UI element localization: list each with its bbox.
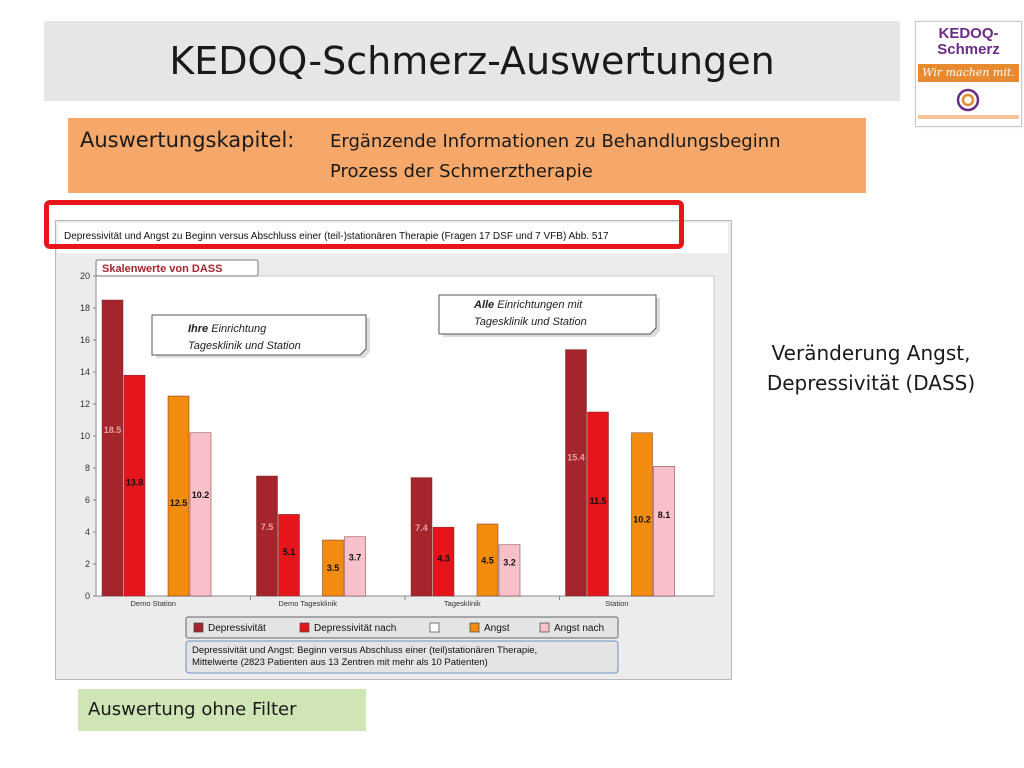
bar [190,433,211,596]
bar [499,545,520,596]
y-tick-label: 20 [79,271,90,281]
chapter-box [68,118,866,193]
legend-swatch [430,623,439,632]
y-tick-label: 8 [84,463,90,473]
chapter-label: Auswertungskapitel: [80,128,295,152]
data-label: 7.4 [415,522,428,533]
side-caption-line2: Depressivität (DASS) [766,371,976,395]
x-tick-label: Demo Tagesklinik [278,599,338,608]
filter-box [78,689,366,731]
bar [257,476,278,596]
x-axis-labels [131,596,629,608]
legend-label: Depressivität [208,623,266,634]
annotation-own-line2: Tagesklinik und Station [188,340,301,352]
data-label: 7.5 [260,522,274,532]
data-label: 3.5 [326,562,340,573]
data-label: 3.2 [503,557,516,568]
y-tick-label: 0 [84,591,90,601]
data-label: 12.5 [169,498,188,508]
legend-label: Depressivität nach [314,623,397,634]
x-tick-label: Demo Station [130,599,176,608]
chapter-line2: Prozess der Schmerztherapie [330,161,593,182]
logo-emblem-icon [956,88,980,112]
y-tick-label: 14 [79,367,90,377]
legend-swatch [540,623,549,632]
x-tick-label: Station [605,599,629,608]
legend-label: Angst [484,623,510,634]
x-tick-label: Tagesklinik [443,599,481,608]
bar [102,300,123,596]
y-tick-label: 4 [84,527,90,537]
footnote-line2: Mittelwerte (2823 Patienten aus 13 Zentren mit mehr als 10 Patienten) [192,657,488,668]
logo-line2: Schmerz [937,41,1000,58]
side-caption-line1: Veränderung Angst, [771,341,971,365]
filter-label: Auswertung ohne Filter [88,699,297,720]
bar [411,478,432,596]
logo-sub-band [918,115,1019,119]
y-tick-label: 6 [84,495,90,505]
y-tick-label: 16 [79,335,90,345]
y-tick-label: 12 [79,399,90,409]
legend-swatch [470,623,479,632]
data-label: 10.2 [633,514,651,525]
data-label: 11.5 [589,496,607,506]
chapter-line1: Ergänzende Informationen zu Behandlungsbeginn [330,131,781,152]
data-label: 13.8 [125,477,144,488]
data-label: 4.3 [437,553,450,564]
data-label: 4.5 [481,555,494,566]
footnote-line1: Depressivität und Angst: Beginn versus Abschluss einer (teil)stationären Therapie, [192,645,538,656]
kedoq-logo [915,21,1022,127]
annotation-own [152,315,370,358]
data-label: 3.7 [348,552,362,563]
bar [168,396,189,596]
y-tick-label: 2 [84,559,90,569]
bar [654,466,675,596]
data-label: 18.5 [103,425,122,436]
chart-header-text: Depressivität und Angst zu Beginn versus Abschluss einer (teil-)stationären Therapie (Fragen 17 DSF und 7 VFB) Abb. 517 [64,231,609,242]
annotation-all-line2: Tagesklinik und Station [474,316,587,328]
annotation-all [439,295,660,337]
legend-label: Angst nach [554,623,605,634]
highlight-frame [44,200,684,249]
annotation-all-line1: Alle Einrichtungen mit [474,299,583,311]
data-label: 15.4 [567,452,585,463]
y-tick-label: 18 [79,303,90,313]
legend-swatch [194,623,203,632]
data-label: 10.2 [191,490,210,501]
chart-title: Skalenwerte von DASS [102,263,223,275]
y-tick-label: 10 [79,431,90,441]
dass-bar-chart [56,255,731,675]
title-band [44,21,900,101]
annotation-own-line1: Ihre Einrichtung [188,323,267,335]
data-label: 5.1 [282,547,296,558]
logo-line1: KEDOQ- [938,25,999,42]
bar [566,350,587,596]
data-label: 8.1 [657,510,671,521]
slide-title: KEDOQ-Schmerz-Auswertungen [169,39,775,83]
side-caption [740,338,1002,398]
logo-slogan: Wir machen mit. [918,64,1019,82]
bar [345,537,366,596]
legend-swatch [300,623,309,632]
